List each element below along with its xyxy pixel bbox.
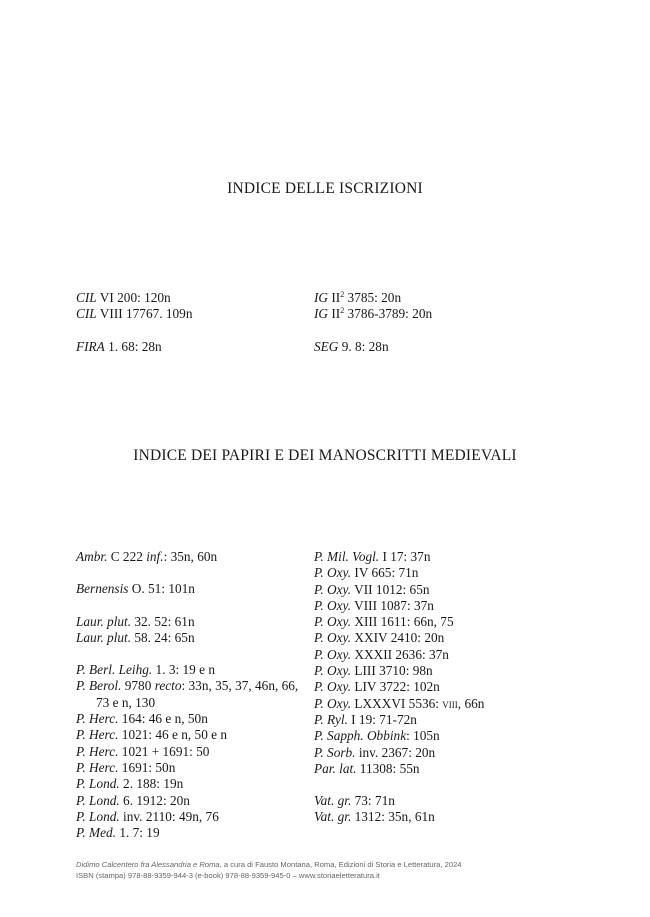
index-entry	[314, 809, 484, 825]
entry-source: P. Oxy.	[314, 565, 352, 581]
entry-source: CIL	[76, 306, 97, 322]
index-entry	[76, 290, 192, 306]
index-entry	[76, 581, 298, 597]
entry-source: P. Oxy.	[314, 646, 352, 662]
entry-source: Ambr.	[76, 549, 108, 564]
entry-source: P. Herc.	[76, 711, 119, 727]
index-entry	[314, 582, 484, 598]
index-entry	[314, 565, 484, 581]
entry-references: 1021 + 1691: 50	[118, 743, 210, 759]
section-title-iscrizioni: INDICE DELLE ISCRIZIONI	[227, 180, 423, 197]
entry-references: , 66n	[457, 695, 485, 711]
index-entry	[76, 339, 192, 355]
index-entry	[314, 679, 484, 695]
entry-references: 9. 8: 28n	[338, 338, 389, 354]
entry-references: 2. 188: 19n	[119, 776, 184, 792]
index-entry	[314, 290, 432, 306]
index-entry	[314, 647, 484, 663]
entry-source: P. Lond.	[76, 808, 120, 824]
index-entry	[76, 760, 298, 776]
section-title-papiri: INDICE DEI PAPIRI E DEI MANOSCRITTI MEDIEVALI	[133, 447, 517, 464]
index-entry	[76, 630, 298, 646]
footer-book-title: Didimo Calcentero fra Alessandria e Roma	[76, 860, 220, 869]
footer-isbn: ISBN (stampa) 978-88-9359-944-3 (e-book) 978-88-9359-945-0 – www.storiaeletteratura.it	[76, 871, 380, 880]
entry-references: I 19: 71-72n	[347, 711, 417, 727]
entry-references: inv. 2367: 20n	[355, 744, 436, 760]
index-entry	[76, 744, 298, 760]
index-entry	[76, 776, 298, 792]
index-entry	[314, 793, 484, 809]
entry-references: 32. 52: 61n	[131, 613, 195, 629]
entry-source: FIRA	[76, 338, 105, 354]
entry-references: 6. 1912: 20n	[119, 792, 190, 808]
entry-source: P. Lond.	[76, 776, 120, 792]
iscrizioni-right-column	[314, 290, 432, 355]
index-entry	[314, 614, 484, 630]
entry-source: P. Lond.	[76, 792, 120, 808]
entry-source: P. Oxy.	[314, 695, 352, 711]
entry-source: P. Oxy.	[314, 663, 352, 679]
index-entry	[76, 614, 298, 630]
entry-references: 164: 46 e n, 50n	[118, 711, 208, 727]
entry-source: P. Sorb.	[314, 744, 356, 760]
index-entry	[76, 549, 298, 565]
entry-references: O. 51: 101n	[128, 581, 195, 597]
entry-source: CIL	[76, 290, 97, 305]
index-entry	[314, 598, 484, 614]
entry-source: P. Oxy.	[314, 630, 352, 646]
entry-references: 73 e n, 130	[96, 694, 156, 710]
entry-smallcaps: viii	[442, 695, 458, 711]
entry-source-qualifier: inf.	[146, 549, 164, 564]
entry-references: XXXII 2636: 37n	[351, 646, 449, 662]
entry-references: LIII 3710: 98n	[351, 663, 433, 679]
index-entry	[314, 745, 484, 761]
entry-source: Par. lat.	[314, 760, 357, 776]
index-entry	[76, 678, 298, 694]
index-entry	[314, 306, 432, 322]
papiri-left-column	[76, 549, 298, 841]
entry-references: 1312: 35n, 61n	[351, 809, 435, 825]
index-entry	[76, 306, 192, 322]
index-entry	[314, 663, 484, 679]
entry-references: VIII 1087: 37n	[351, 597, 434, 613]
entry-references: VI 200: 120n	[96, 290, 171, 305]
entry-references: I 17: 37n	[379, 549, 431, 564]
entry-source: P. Mil. Vogl.	[314, 549, 380, 564]
entry-references: VIII 17767. 109n	[96, 306, 193, 322]
index-entry	[314, 761, 484, 777]
footer-book-details: , a cura di Fausto Montana, Roma, Edizioni di Storia e Letteratura, 2024	[219, 860, 462, 869]
entry-references: 11308: 55n	[356, 760, 420, 776]
entry-source: Laur. plut.	[76, 613, 132, 629]
entry-source: Laur. plut.	[76, 629, 132, 645]
entry-text: C 222	[107, 549, 147, 564]
entry-text: 9780	[121, 678, 155, 694]
entry-source: SEG	[314, 338, 339, 354]
entry-text: II	[328, 290, 341, 305]
entry-references: 1021: 46 e n, 50 e n	[118, 727, 228, 743]
entry-source: P. Berl. Leihg.	[76, 662, 153, 678]
entry-references: 1. 7: 19	[116, 825, 160, 841]
entry-source: P. Berol.	[76, 678, 122, 694]
index-entry	[314, 630, 484, 646]
entry-source: IG	[314, 306, 329, 322]
entry-source: Vat. gr.	[314, 809, 352, 825]
entry-references: 73: 71n	[351, 793, 395, 809]
entry-source: P. Herc.	[76, 759, 119, 775]
entry-references: XXIV 2410: 20n	[351, 630, 445, 646]
index-entry	[76, 809, 298, 825]
index-entry	[314, 339, 432, 355]
entry-references: 3786-3789: 20n	[344, 306, 433, 322]
entry-superscript: 2	[340, 306, 345, 316]
entry-references: : 35n, 60n	[163, 549, 218, 564]
entry-references: IV 665: 71n	[351, 565, 419, 581]
index-entry	[76, 727, 298, 743]
entry-references: 1. 68: 28n	[104, 338, 162, 354]
entry-text: II	[328, 306, 341, 322]
entry-references: XIII 1611: 66n, 75	[351, 614, 454, 630]
entry-source: P. Oxy.	[314, 614, 352, 630]
entry-superscript: 2	[340, 290, 345, 299]
iscrizioni-left-column	[76, 290, 192, 355]
entry-source: IG	[314, 290, 329, 305]
entry-references: 3785: 20n	[344, 290, 402, 305]
entry-source: P. Ryl.	[314, 711, 348, 727]
entry-references: : 105n	[406, 728, 440, 744]
entry-references: inv. 2110: 49n, 76	[119, 808, 219, 824]
entry-source: Bernensis	[76, 581, 129, 597]
entry-references: : 33n, 35, 37, 46n, 66,	[181, 678, 299, 694]
entry-source: P. Med.	[76, 825, 117, 841]
papiri-right-column	[314, 549, 484, 826]
index-entry	[76, 662, 298, 678]
entry-references: VII 1012: 65n	[351, 581, 430, 597]
index-entry	[76, 695, 298, 711]
index-entry	[314, 696, 484, 712]
index-entry	[314, 712, 484, 728]
footer-citation	[76, 859, 462, 870]
entry-references: 1. 3: 19 e n	[152, 662, 216, 678]
entry-references: LIV 3722: 102n	[351, 679, 440, 695]
entry-source: P. Oxy.	[314, 581, 352, 597]
entry-source: P. Oxy.	[314, 597, 352, 613]
index-entry	[76, 825, 298, 841]
entry-references: 58. 24: 65n	[131, 629, 195, 645]
entry-text: LXXXVI 5536:	[351, 695, 443, 711]
entry-source: P. Oxy.	[314, 679, 352, 695]
index-entry	[314, 549, 484, 565]
index-entry	[76, 793, 298, 809]
entry-source: Vat. gr.	[314, 793, 352, 809]
entry-source: P. Sapph. Obbink	[314, 728, 407, 744]
index-entry	[314, 728, 484, 744]
entry-references: 1691: 50n	[118, 759, 176, 775]
entry-source-qualifier: recto	[154, 678, 182, 694]
entry-source: P. Herc.	[76, 743, 119, 759]
index-entry	[76, 711, 298, 727]
entry-source: P. Herc.	[76, 727, 119, 743]
